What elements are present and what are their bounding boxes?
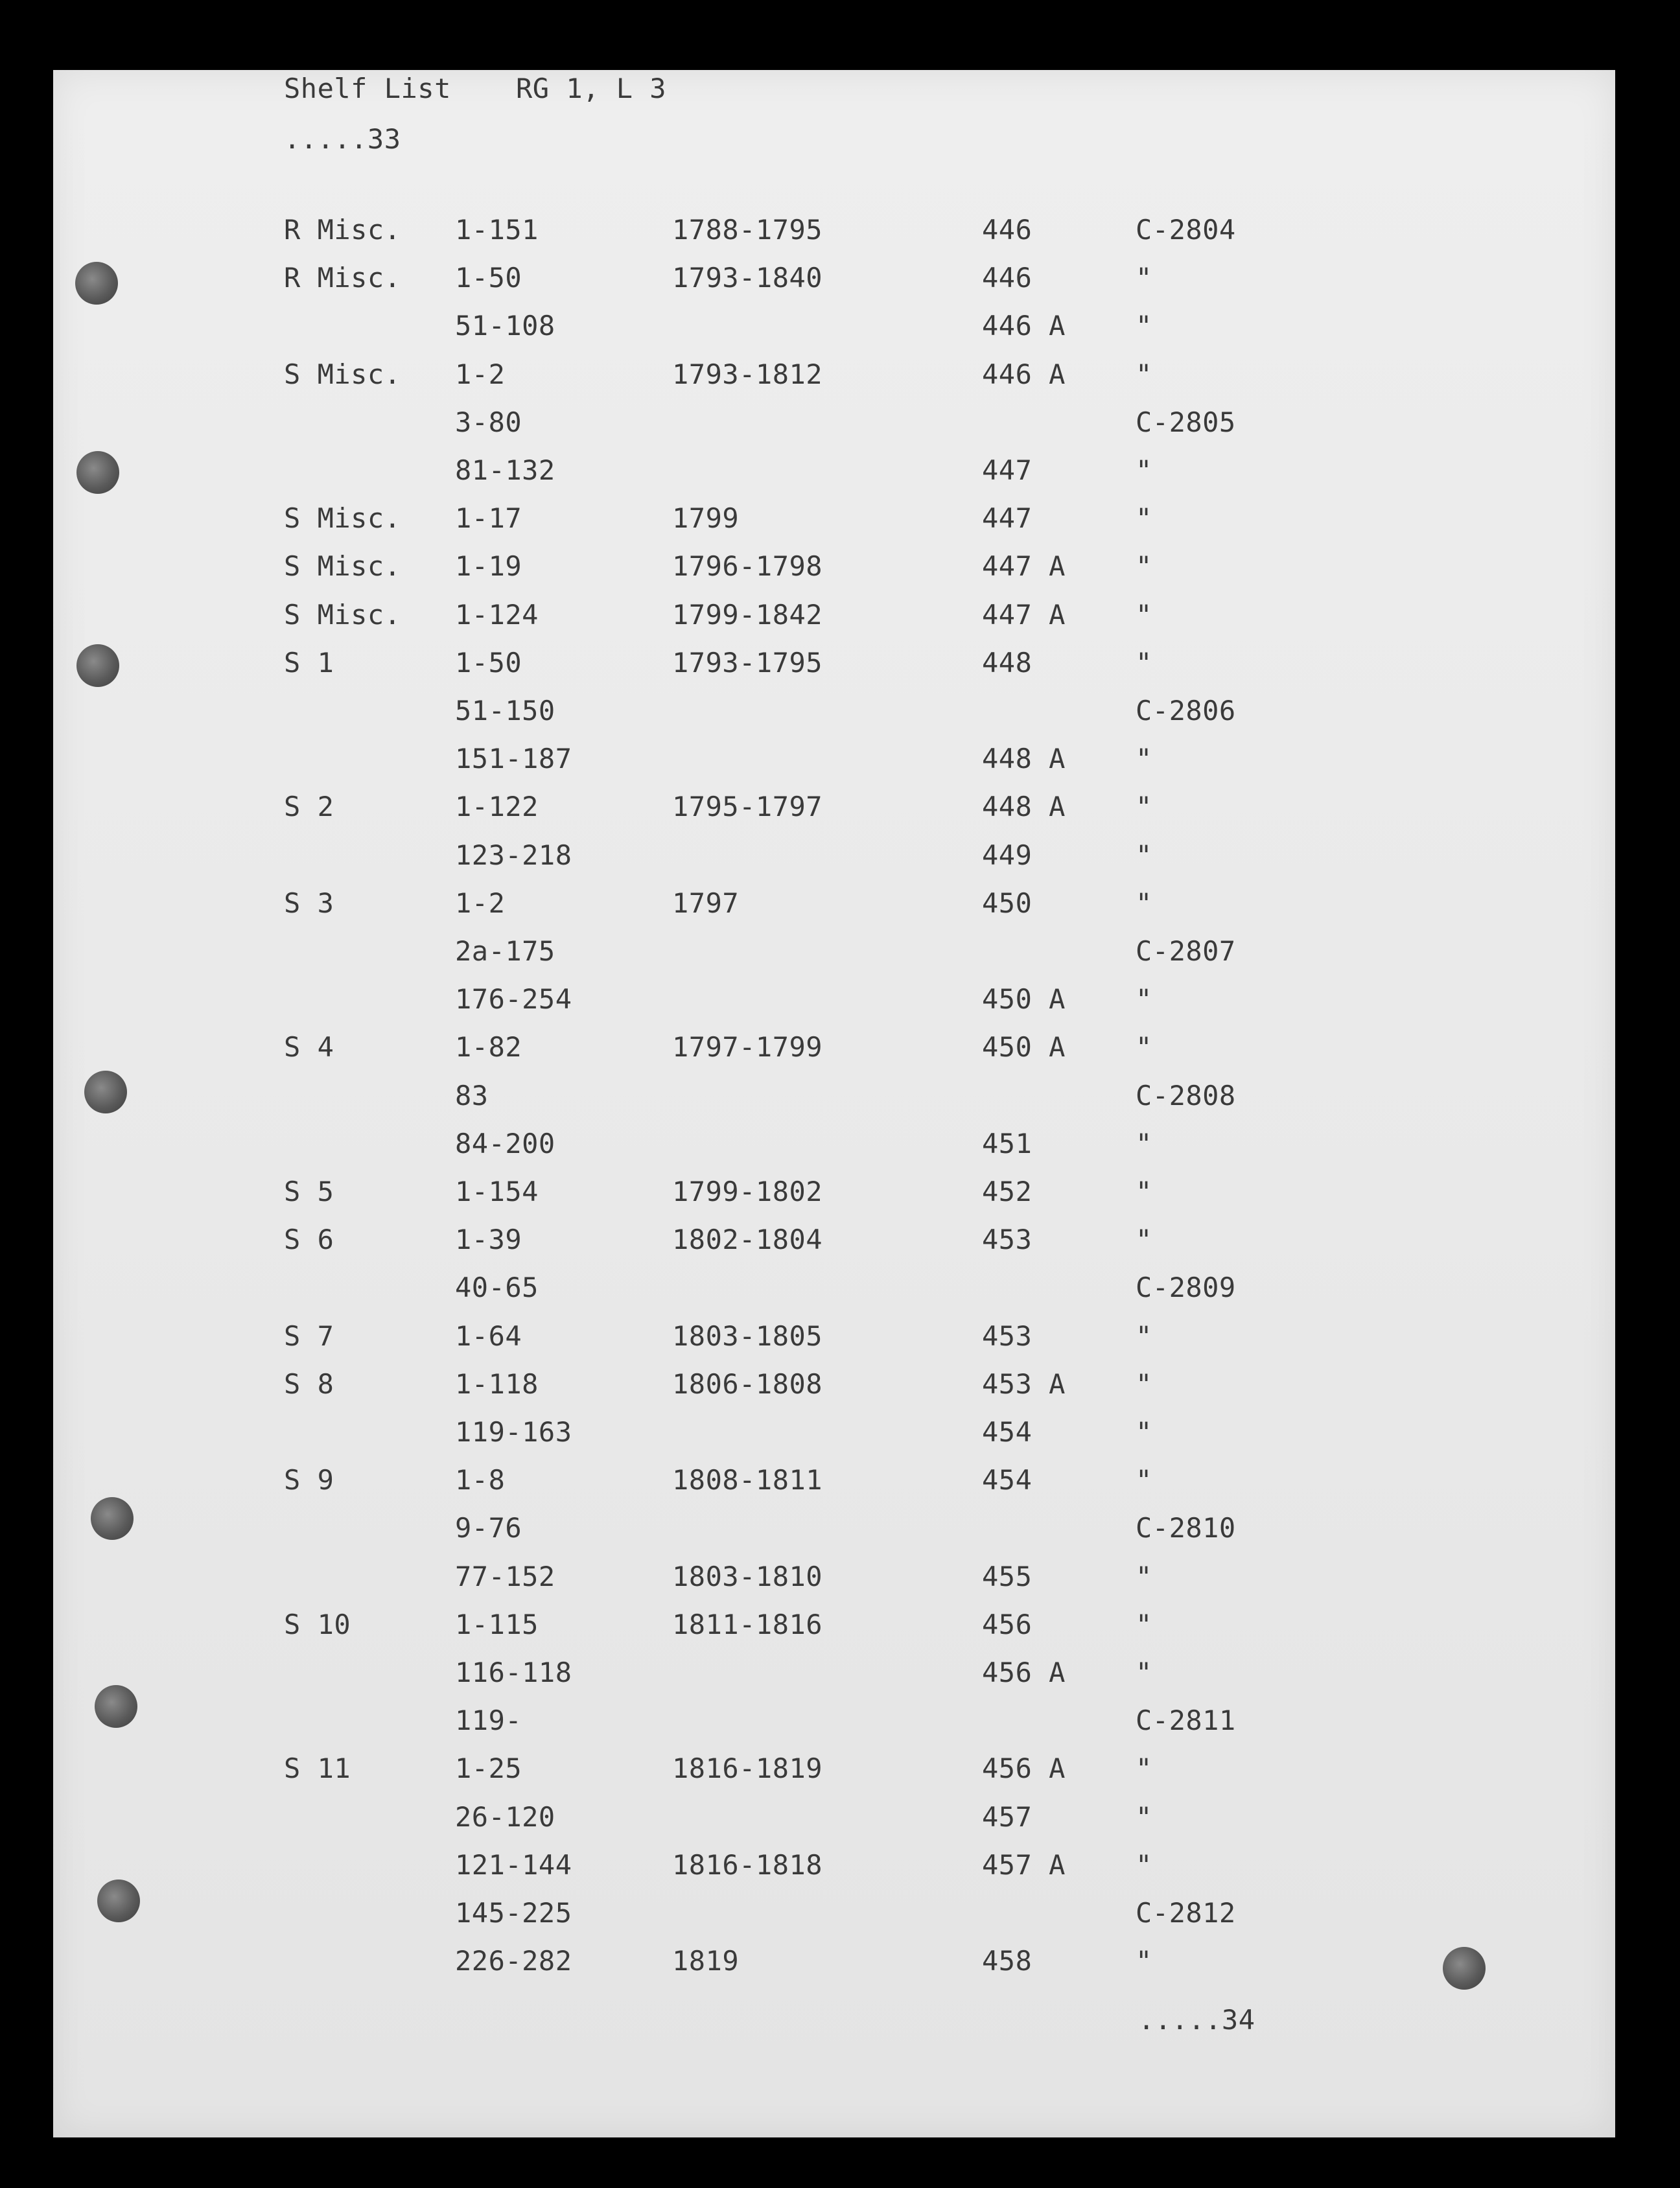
range-cell: 40-65 <box>455 1272 539 1303</box>
series-cell: S 6 <box>284 1224 334 1255</box>
box-cell: 450 A <box>982 1031 1066 1063</box>
years-cell: 1793-1795 <box>672 647 823 679</box>
punch-hole-icon <box>75 262 118 305</box>
box-cell: 456 <box>982 1609 1032 1640</box>
range-cell: 119- <box>455 1705 522 1736</box>
years-cell: 1811-1816 <box>672 1609 823 1640</box>
reel-cell: " <box>1136 310 1152 342</box>
range-cell: 3-80 <box>455 406 522 438</box>
reel-cell: " <box>1136 1368 1152 1400</box>
box-cell: 453 <box>982 1320 1032 1352</box>
range-cell: 145-225 <box>455 1897 572 1929</box>
years-cell: 1803-1810 <box>672 1561 823 1592</box>
series-cell: S 4 <box>284 1031 334 1063</box>
box-cell: 447 <box>982 454 1032 486</box>
box-cell: 447 A <box>982 550 1066 582</box>
range-cell: 1-115 <box>455 1609 539 1640</box>
range-cell: 1-154 <box>455 1176 539 1207</box>
range-cell: 1-17 <box>455 502 522 534</box>
reel-cell: " <box>1136 599 1152 631</box>
reel-cell: " <box>1136 839 1152 871</box>
reel-cell: " <box>1136 1752 1152 1784</box>
box-cell: 451 <box>982 1128 1032 1159</box>
reel-cell: " <box>1136 1176 1152 1207</box>
box-cell: 449 <box>982 839 1032 871</box>
range-cell: 119-163 <box>455 1416 572 1448</box>
reel-cell: " <box>1136 550 1152 582</box>
reel-cell: " <box>1136 1224 1152 1255</box>
reel-cell: " <box>1136 743 1152 774</box>
reel-cell: " <box>1136 791 1152 822</box>
years-cell: 1802-1804 <box>672 1224 823 1255</box>
years-cell: 1796-1798 <box>672 550 823 582</box>
range-cell: 151-187 <box>455 743 572 774</box>
box-cell: 446 A <box>982 310 1066 342</box>
reel-cell: C-2806 <box>1136 695 1236 727</box>
range-cell: 2a-175 <box>455 935 555 967</box>
box-cell: 446 <box>982 262 1032 294</box>
box-cell: 448 <box>982 647 1032 679</box>
range-cell: 1-19 <box>455 550 522 582</box>
reel-cell: " <box>1136 647 1152 679</box>
range-cell: 1-39 <box>455 1224 522 1255</box>
range-cell: 116-118 <box>455 1657 572 1688</box>
punch-hole-icon <box>97 1880 140 1922</box>
reel-cell: " <box>1136 1561 1152 1592</box>
box-cell: 453 <box>982 1224 1032 1255</box>
reel-cell: " <box>1136 262 1152 294</box>
series-cell: S 10 <box>284 1609 351 1640</box>
box-cell: 447 A <box>982 599 1066 631</box>
box-cell: 456 A <box>982 1752 1066 1784</box>
years-cell: 1799-1842 <box>672 599 823 631</box>
years-cell: 1799 <box>672 502 740 534</box>
range-cell: 1-8 <box>455 1464 506 1496</box>
range-cell: 1-25 <box>455 1752 522 1784</box>
punch-hole-icon <box>1443 1947 1486 1990</box>
reel-cell: C-2808 <box>1136 1080 1236 1111</box>
reel-cell: C-2810 <box>1136 1512 1236 1544</box>
box-cell: 448 A <box>982 743 1066 774</box>
years-cell: 1788-1795 <box>672 214 823 246</box>
range-cell: 81-132 <box>455 454 555 486</box>
reel-cell: " <box>1136 1945 1152 1977</box>
years-cell: 1806-1808 <box>672 1368 823 1400</box>
series-cell: S 2 <box>284 791 334 822</box>
range-cell: 1-2 <box>455 358 506 390</box>
series-cell: R Misc. <box>284 214 401 246</box>
series-cell: S 1 <box>284 647 334 679</box>
reel-cell: " <box>1136 1464 1152 1496</box>
range-cell: 26-120 <box>455 1801 555 1833</box>
continued-to-page: .....34 <box>1138 2004 1255 2036</box>
series-cell: S Misc. <box>284 599 401 631</box>
range-cell: 1-124 <box>455 599 539 631</box>
punch-hole-icon <box>76 644 119 687</box>
series-cell: S 3 <box>284 887 334 919</box>
years-cell: 1803-1805 <box>672 1320 823 1352</box>
years-cell: 1797-1799 <box>672 1031 823 1063</box>
range-cell: 83 <box>455 1080 489 1111</box>
box-cell: 446 <box>982 214 1032 246</box>
range-cell: 51-108 <box>455 310 555 342</box>
continued-from-page: .....33 <box>284 123 401 155</box>
reel-cell: C-2809 <box>1136 1272 1236 1303</box>
box-cell: 457 A <box>982 1849 1066 1881</box>
box-cell: 453 A <box>982 1368 1066 1400</box>
reel-cell: " <box>1136 1031 1152 1063</box>
box-cell: 446 A <box>982 358 1066 390</box>
punch-hole-icon <box>95 1685 137 1728</box>
range-cell: 1-118 <box>455 1368 539 1400</box>
reel-cell: " <box>1136 454 1152 486</box>
range-cell: 9-76 <box>455 1512 522 1544</box>
years-cell: 1793-1812 <box>672 358 823 390</box>
box-cell: 455 <box>982 1561 1032 1592</box>
series-cell: R Misc. <box>284 262 401 294</box>
range-cell: 1-64 <box>455 1320 522 1352</box>
reel-cell: " <box>1136 1320 1152 1352</box>
series-cell: S 8 <box>284 1368 334 1400</box>
range-cell: 1-50 <box>455 647 522 679</box>
reel-cell: " <box>1136 983 1152 1015</box>
range-cell: 123-218 <box>455 839 572 871</box>
range-cell: 84-200 <box>455 1128 555 1159</box>
range-cell: 51-150 <box>455 695 555 727</box>
series-cell: S 9 <box>284 1464 334 1496</box>
reel-cell: " <box>1136 1128 1152 1159</box>
record-group-label: RG 1, L 3 <box>516 73 667 104</box>
series-cell: S 7 <box>284 1320 334 1352</box>
series-cell: S 5 <box>284 1176 334 1207</box>
reel-cell: " <box>1136 1416 1152 1448</box>
range-cell: 1-151 <box>455 214 539 246</box>
reel-cell: C-2807 <box>1136 935 1236 967</box>
box-cell: 450 A <box>982 983 1066 1015</box>
range-cell: 176-254 <box>455 983 572 1015</box>
reel-cell: " <box>1136 1849 1152 1881</box>
reel-cell: C-2804 <box>1136 214 1236 246</box>
years-cell: 1819 <box>672 1945 740 1977</box>
box-cell: 447 <box>982 502 1032 534</box>
series-cell: S Misc. <box>284 550 401 582</box>
box-cell: 456 A <box>982 1657 1066 1688</box>
series-cell: S 11 <box>284 1752 351 1784</box>
reel-cell: C-2805 <box>1136 406 1236 438</box>
years-cell: 1816-1819 <box>672 1752 823 1784</box>
range-cell: 1-82 <box>455 1031 522 1063</box>
series-cell: S Misc. <box>284 358 401 390</box>
box-cell: 452 <box>982 1176 1032 1207</box>
reel-cell: " <box>1136 887 1152 919</box>
reel-cell: " <box>1136 358 1152 390</box>
reel-cell: " <box>1136 1657 1152 1688</box>
years-cell: 1793-1840 <box>672 262 823 294</box>
years-cell: 1816-1818 <box>672 1849 823 1881</box>
range-cell: 1-2 <box>455 887 506 919</box>
series-cell: S Misc. <box>284 502 401 534</box>
box-cell: 454 <box>982 1464 1032 1496</box>
reel-cell: " <box>1136 502 1152 534</box>
box-cell: 448 A <box>982 791 1066 822</box>
box-cell: 454 <box>982 1416 1032 1448</box>
range-cell: 1-50 <box>455 262 522 294</box>
shelf-list-title: Shelf List <box>284 73 451 104</box>
punch-hole-icon <box>91 1497 134 1540</box>
reel-cell: C-2812 <box>1136 1897 1236 1929</box>
years-cell: 1797 <box>672 887 740 919</box>
range-cell: 77-152 <box>455 1561 555 1592</box>
punch-hole-icon <box>84 1071 127 1113</box>
range-cell: 226-282 <box>455 1945 572 1977</box>
years-cell: 1795-1797 <box>672 791 823 822</box>
range-cell: 1-122 <box>455 791 539 822</box>
years-cell: 1799-1802 <box>672 1176 823 1207</box>
reel-cell: C-2811 <box>1136 1705 1236 1736</box>
reel-cell: " <box>1136 1801 1152 1833</box>
punch-hole-icon <box>76 451 119 494</box>
range-cell: 121-144 <box>455 1849 572 1881</box>
box-cell: 450 <box>982 887 1032 919</box>
box-cell: 457 <box>982 1801 1032 1833</box>
box-cell: 458 <box>982 1945 1032 1977</box>
reel-cell: " <box>1136 1609 1152 1640</box>
years-cell: 1808-1811 <box>672 1464 823 1496</box>
